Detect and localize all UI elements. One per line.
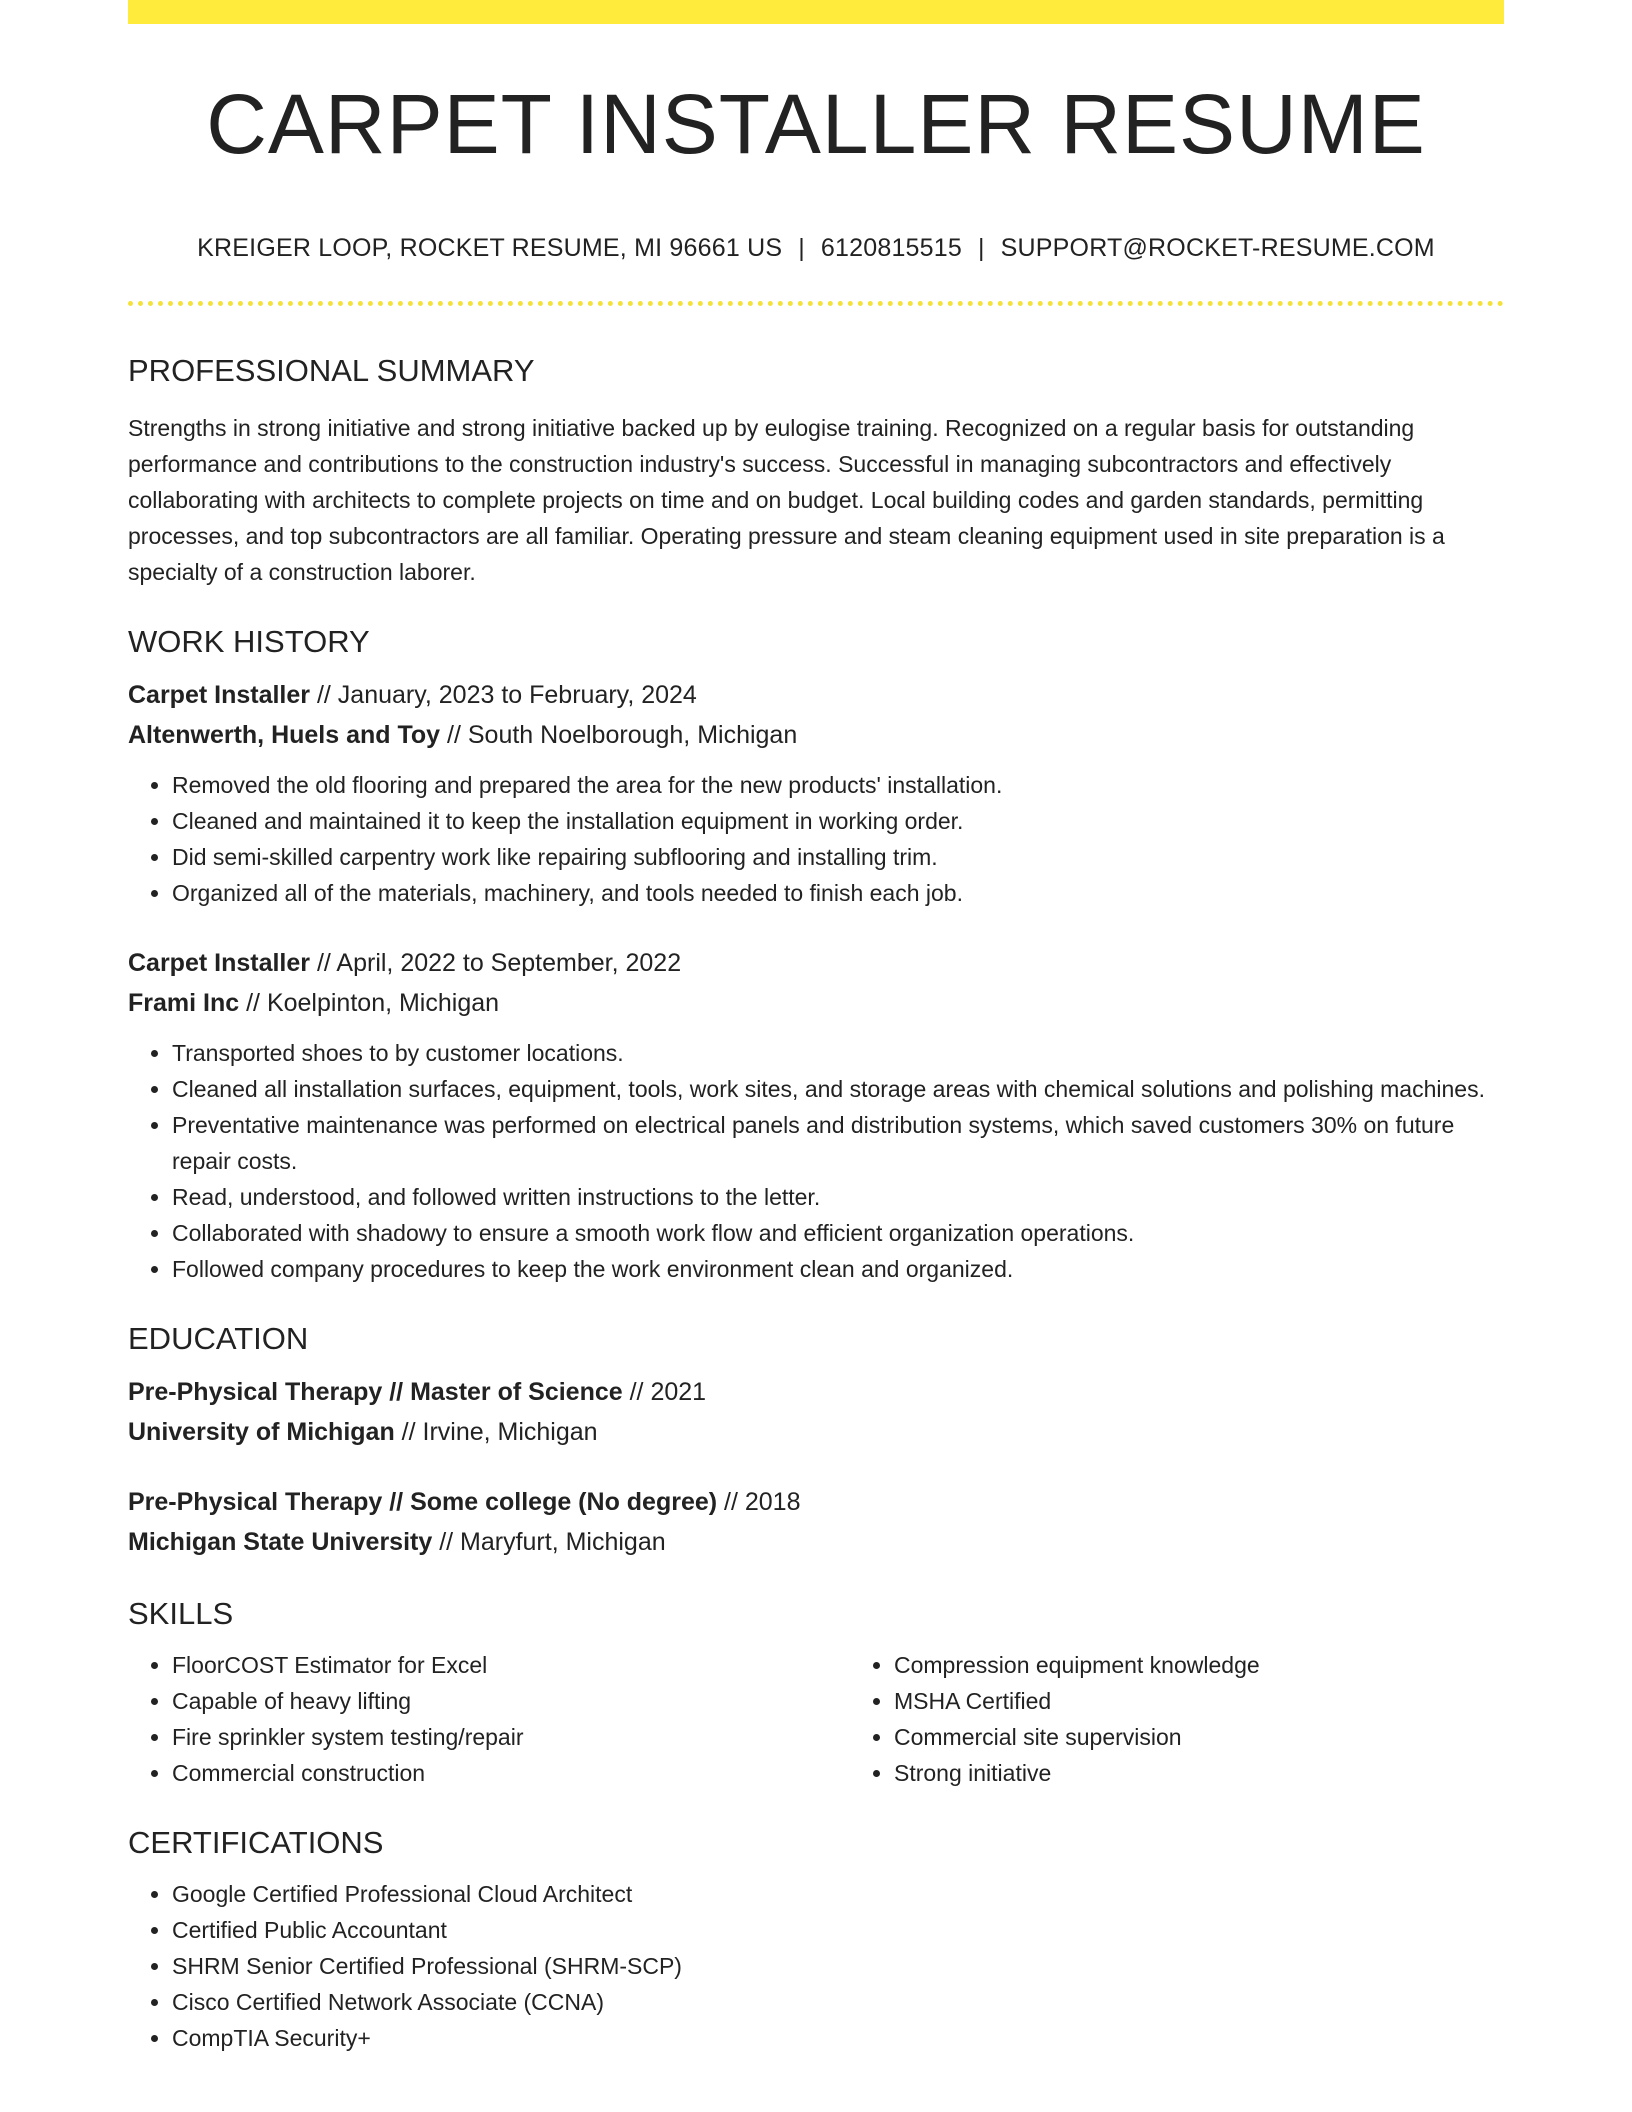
list-item: • Fire sprinkler system testing/repair [172,1719,850,1755]
education-school-line [128,1412,1504,1452]
education-degree: Pre-Physical Therapy // Master of Science [128,1378,623,1406]
list-item: • CompTIA Security+ [172,2020,1504,2056]
top-accent-bar [128,0,1504,24]
summary-text: Strengths in strong initiative and strong initiative backed up by eulogise training. Recognized on a regular basis for outstanding performance and contributions to the construction industry's success. Successful in managing subcontractors and effectively collaborating with architects to complete projects on time and on budget. Local building codes and garden standards, permitting processes, and top subcontractors are all familiar. Operating pressure and steam cleaning equipment used in site preparation is a specialty of a construction laborer. [128,415,1445,585]
contact-separator: | [798,234,805,262]
list-item: • Transported shoes to by customer locations. [172,1035,1504,1071]
education-year: // 2021 [622,1378,707,1406]
work-history-heading: WORK HISTORY [128,624,370,659]
job-bullets [128,1035,1504,1287]
education-location: // Irvine, Michigan [394,1418,598,1446]
list-item: • Capable of heavy lifting [172,1683,850,1719]
education-school: Michigan State University [128,1528,433,1556]
job-company-line [128,983,1504,1023]
resume-title: CARPET INSTALLER RESUME [206,77,1426,171]
list-item: • Google Certified Professional Cloud Architect [172,1876,1504,1912]
list-item: • Cleaned and maintained it to keep the installation equipment in working order. [172,803,1504,839]
job-title-line [128,675,1504,715]
contact-line [128,234,1504,263]
skills-left-column [128,1647,850,1791]
resume-page [128,0,1504,2056]
job-bullets [128,767,1504,911]
job-location: // Koelpinton, Michigan [239,989,500,1017]
dotted-divider [128,301,1504,306]
list-item: • Commercial site supervision [894,1719,1572,1755]
job-dates: // April, 2022 to September, 2022 [310,949,682,977]
job-title: Carpet Installer [128,949,311,977]
certifications-heading: CERTIFICATIONS [128,1825,384,1860]
job-entry [128,943,1504,1287]
list-item: • Strong initiative [894,1755,1572,1791]
list-item: • Commercial construction [172,1755,850,1791]
education-school: University of Michigan [128,1418,395,1446]
list-item: • Certified Public Accountant [172,1912,1504,1948]
list-item: • Followed company procedures to keep the work environment clean and organized. [172,1251,1504,1287]
list-item: • Removed the old flooring and prepared the area for the new products' installation. [172,767,1504,803]
job-company: Frami Inc [128,989,240,1017]
list-item: • Cisco Certified Network Associate (CCNA) [172,1984,1504,2020]
list-item: • MSHA Certified [894,1683,1572,1719]
contact-separator: | [977,234,985,262]
job-entry [128,675,1504,911]
skills-grid [128,1647,1504,1791]
skills-heading: SKILLS [128,1596,234,1631]
summary-heading: PROFESSIONAL SUMMARY [128,353,535,388]
job-company-line [128,715,1504,755]
list-item: • Organized all of the materials, machinery, and tools needed to finish each job. [172,875,1504,911]
job-dates: // January, 2023 to February, 2024 [310,681,697,709]
education-degree-line [128,1482,1504,1522]
education-entry [128,1482,1504,1562]
job-company: Altenwerth, Huels and Toy [128,721,441,749]
education-year: // 2018 [717,1488,801,1516]
list-item: • FloorCOST Estimator for Excel [172,1647,850,1683]
list-item: • SHRM Senior Certified Professional (SHRM-SCP) [172,1948,1504,1984]
education-entry [128,1372,1504,1452]
job-location: // South Noelborough, Michigan [440,721,798,749]
job-title-line [128,943,1504,983]
certifications-list [128,1876,1504,2056]
education-degree: Pre-Physical Therapy // Some college (No degree) [128,1488,718,1516]
contact-address: KREIGER LOOP, ROCKET RESUME, MI 96661 US [197,234,783,262]
list-item: • Compression equipment knowledge [894,1647,1572,1683]
job-title: Carpet Installer [128,681,311,709]
list-item: • Preventative maintenance was performed on electrical panels and distribution systems, which saved customers 30% on future repair costs. [172,1107,1504,1179]
education-heading: EDUCATION [128,1321,309,1356]
skills-right-column [850,1647,1572,1791]
contact-phone: 6120815515 [820,234,962,262]
list-item: • Collaborated with shadowy to ensure a smooth work flow and efficient organization operations. [172,1215,1504,1251]
contact-email: SUPPORT@ROCKET-RESUME.COM [1000,234,1435,262]
list-item: • Did semi-skilled carpentry work like repairing subflooring and installing trim. [172,839,1504,875]
list-item: • Read, understood, and followed written instructions to the letter. [172,1179,1504,1215]
education-degree-line [128,1372,1504,1412]
education-location: // Maryfurt, Michigan [432,1528,666,1556]
list-item: • Cleaned all installation surfaces, equipment, tools, work sites, and storage areas with chemical solutions and polishing machines. [172,1071,1504,1107]
education-school-line [128,1522,1504,1562]
